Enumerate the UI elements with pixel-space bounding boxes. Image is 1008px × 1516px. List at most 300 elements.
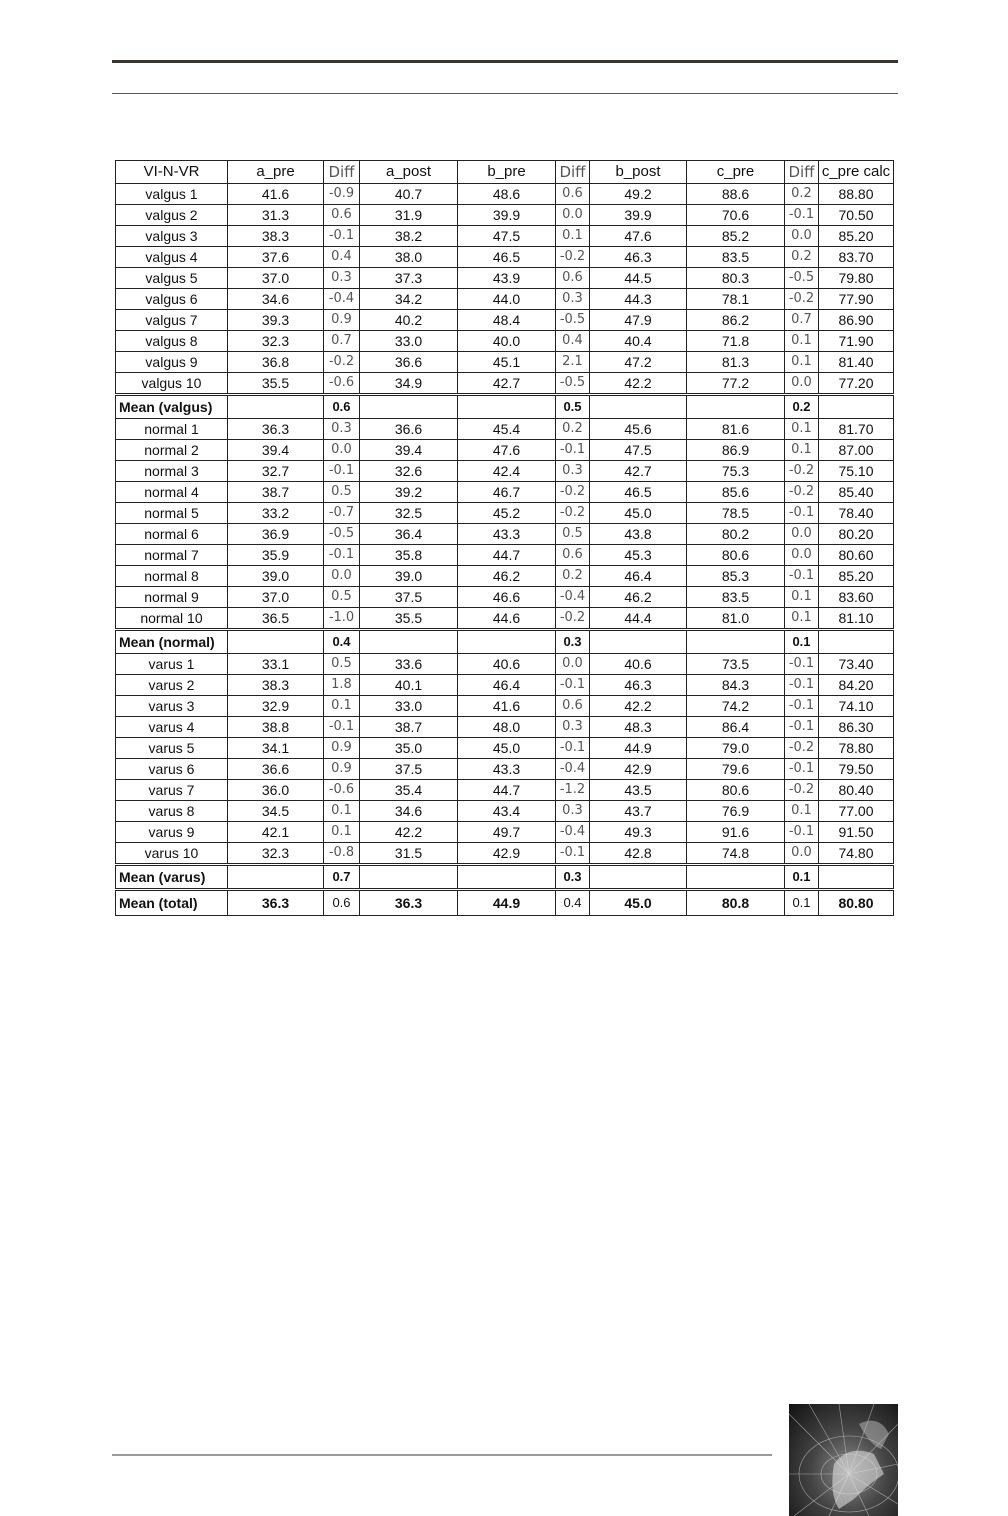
row-label: Mean (total) — [116, 890, 228, 916]
table-cell: 73.40 — [819, 654, 894, 675]
table-cell: 1.8 — [324, 675, 360, 696]
table-cell: 37.6 — [228, 247, 324, 268]
table-cell: 36.6 — [360, 352, 458, 373]
table-cell: -0.1 — [324, 226, 360, 247]
table-row — [116, 205, 894, 226]
table-cell: 40.6 — [458, 654, 556, 675]
table-cell: Diff — [556, 161, 590, 184]
table-cell: 35.8 — [360, 545, 458, 566]
table-cell: 45.0 — [590, 503, 687, 524]
table-cell: -0.5 — [785, 268, 819, 289]
table-cell: 0.1 — [785, 608, 819, 630]
table-cell: 0.3 — [556, 717, 590, 738]
table-cell — [687, 395, 785, 419]
table-row — [116, 738, 894, 759]
table-cell: 44.3 — [590, 289, 687, 310]
table-cell: 0.6 — [324, 205, 360, 226]
table-cell: 34.6 — [228, 289, 324, 310]
table-cell: 80.2 — [687, 524, 785, 545]
row-label: valgus 4 — [116, 247, 228, 268]
table-cell: 0.1 — [785, 419, 819, 440]
table-row — [116, 352, 894, 373]
table-cell: 77.00 — [819, 801, 894, 822]
row-label: valgus 2 — [116, 205, 228, 226]
table-cell: 0.5 — [324, 654, 360, 675]
table-cell: -0.1 — [556, 843, 590, 865]
table-cell: 85.2 — [687, 226, 785, 247]
table-cell: 84.20 — [819, 675, 894, 696]
row-label: valgus 8 — [116, 331, 228, 352]
table-cell: 0.5 — [556, 524, 590, 545]
row-label: normal 5 — [116, 503, 228, 524]
table-cell: 48.3 — [590, 717, 687, 738]
table-cell: -0.2 — [785, 461, 819, 482]
table-cell: -0.1 — [324, 461, 360, 482]
table-cell — [687, 865, 785, 890]
table-cell: 45.4 — [458, 419, 556, 440]
table-cell: 44.9 — [458, 890, 556, 916]
table-cell: -0.1 — [785, 822, 819, 843]
table-cell: 46.5 — [590, 482, 687, 503]
table-cell: 0.2 — [785, 184, 819, 205]
table-cell: 0.6 — [324, 395, 360, 419]
table-cell: 41.6 — [458, 696, 556, 717]
table-cell — [819, 395, 894, 419]
table-cell: 81.3 — [687, 352, 785, 373]
table-cell: 0.7 — [324, 331, 360, 352]
table-cell: 74.10 — [819, 696, 894, 717]
table-row — [116, 822, 894, 843]
table-row — [116, 440, 894, 461]
table-cell: 47.5 — [590, 440, 687, 461]
table-cell: c_pre — [687, 161, 785, 184]
table-cell: b_post — [590, 161, 687, 184]
table-cell: 75.10 — [819, 461, 894, 482]
table-cell: -0.2 — [556, 247, 590, 268]
row-label: varus 1 — [116, 654, 228, 675]
table-cell: c_pre calc — [819, 161, 894, 184]
table-cell: 40.2 — [360, 310, 458, 331]
table-cell: 32.7 — [228, 461, 324, 482]
table-cell: -0.1 — [785, 717, 819, 738]
row-label: varus 10 — [116, 843, 228, 865]
table-cell: 47.5 — [458, 226, 556, 247]
table-cell: a_post — [360, 161, 458, 184]
table-cell — [590, 395, 687, 419]
table-cell: -0.8 — [324, 843, 360, 865]
table-cell: 0.6 — [556, 184, 590, 205]
table-cell: 35.5 — [360, 608, 458, 630]
table-cell: 0.1 — [785, 630, 819, 654]
table-cell: 0.6 — [556, 696, 590, 717]
table-cell: -0.2 — [785, 289, 819, 310]
table-cell: 36.6 — [228, 759, 324, 780]
table-cell: 37.0 — [228, 268, 324, 289]
table-cell: 49.3 — [590, 822, 687, 843]
table-row — [116, 675, 894, 696]
table-cell: 0.3 — [556, 801, 590, 822]
table-cell: -0.5 — [556, 373, 590, 395]
table-cell: b_pre — [458, 161, 556, 184]
table-row — [116, 503, 894, 524]
table-cell: 0.7 — [785, 310, 819, 331]
row-label: valgus 3 — [116, 226, 228, 247]
table-cell: 47.6 — [458, 440, 556, 461]
table-cell: -0.1 — [785, 696, 819, 717]
table-cell: -0.1 — [785, 675, 819, 696]
table-cell: 46.3 — [590, 247, 687, 268]
table-cell: 44.7 — [458, 780, 556, 801]
row-label: normal 4 — [116, 482, 228, 503]
table-cell: 36.3 — [360, 890, 458, 916]
table-cell: 42.4 — [458, 461, 556, 482]
table-cell: 37.0 — [228, 587, 324, 608]
row-label: normal 10 — [116, 608, 228, 630]
table-cell: 44.9 — [590, 738, 687, 759]
table-cell: -0.6 — [324, 780, 360, 801]
table-cell: -0.2 — [785, 482, 819, 503]
table-cell: -0.1 — [324, 545, 360, 566]
table-cell: 35.0 — [360, 738, 458, 759]
table-cell: 38.3 — [228, 226, 324, 247]
table-cell: 81.6 — [687, 419, 785, 440]
table-cell: 36.6 — [360, 419, 458, 440]
table-cell: 0.0 — [556, 654, 590, 675]
table-cell: 86.30 — [819, 717, 894, 738]
table-cell: 32.3 — [228, 331, 324, 352]
table-cell: 34.9 — [360, 373, 458, 395]
journal-cover-icon — [789, 1404, 898, 1516]
table-cell: 80.80 — [819, 890, 894, 916]
table-cell: Diff — [324, 161, 360, 184]
table-cell: -0.6 — [324, 373, 360, 395]
table-cell: 39.2 — [360, 482, 458, 503]
journal-logo — [789, 1404, 898, 1516]
table-cell: 42.2 — [590, 373, 687, 395]
table-cell: 37.3 — [360, 268, 458, 289]
table-cell: 36.4 — [360, 524, 458, 545]
table-cell: 85.20 — [819, 566, 894, 587]
table-cell: 38.0 — [360, 247, 458, 268]
table-cell: 0.1 — [785, 331, 819, 352]
table-cell: 0.1 — [785, 865, 819, 890]
table-cell: 42.7 — [458, 373, 556, 395]
table-row — [116, 780, 894, 801]
table-cell: 46.2 — [458, 566, 556, 587]
table-cell: 74.80 — [819, 843, 894, 865]
table-cell: 43.8 — [590, 524, 687, 545]
table-cell: 73.5 — [687, 654, 785, 675]
table-cell: 91.6 — [687, 822, 785, 843]
table-cell: 46.7 — [458, 482, 556, 503]
table-cell: 40.1 — [360, 675, 458, 696]
table-cell: 45.1 — [458, 352, 556, 373]
row-label: normal 2 — [116, 440, 228, 461]
data-table-container — [115, 160, 893, 916]
table-cell: 0.6 — [324, 890, 360, 916]
table-cell: 36.3 — [228, 419, 324, 440]
table-cell: 0.1 — [785, 352, 819, 373]
table-cell: 39.4 — [228, 440, 324, 461]
table-cell: 83.60 — [819, 587, 894, 608]
group-mean-row — [116, 395, 894, 419]
table-cell: 44.7 — [458, 545, 556, 566]
table-cell: 75.3 — [687, 461, 785, 482]
table-cell: 36.3 — [228, 890, 324, 916]
table-cell: 45.0 — [458, 738, 556, 759]
table-cell: 31.3 — [228, 205, 324, 226]
table-cell: -0.5 — [324, 524, 360, 545]
table-cell: 71.90 — [819, 331, 894, 352]
table-cell: 46.4 — [458, 675, 556, 696]
table-cell: 43.4 — [458, 801, 556, 822]
table-cell: 0.5 — [324, 482, 360, 503]
table-cell: 0.5 — [556, 395, 590, 419]
table-cell: 0.0 — [785, 843, 819, 865]
table-cell: 39.4 — [360, 440, 458, 461]
table-cell: 0.1 — [324, 696, 360, 717]
table-cell: 80.20 — [819, 524, 894, 545]
table-cell: 76.9 — [687, 801, 785, 822]
table-row — [116, 759, 894, 780]
table-cell: 43.5 — [590, 780, 687, 801]
table-cell: 0.1 — [785, 890, 819, 916]
table-cell: 40.6 — [590, 654, 687, 675]
table-cell: 46.6 — [458, 587, 556, 608]
table-cell: 47.6 — [590, 226, 687, 247]
row-label: varus 4 — [116, 717, 228, 738]
table-cell: 80.8 — [687, 890, 785, 916]
table-cell: 0.7 — [324, 865, 360, 890]
table-cell: Diff — [785, 161, 819, 184]
table-cell: 37.5 — [360, 759, 458, 780]
table-cell: 47.2 — [590, 352, 687, 373]
table-row — [116, 289, 894, 310]
table-cell: 81.40 — [819, 352, 894, 373]
table-row — [116, 566, 894, 587]
table-cell: 70.50 — [819, 205, 894, 226]
table-cell: 33.0 — [360, 696, 458, 717]
row-label: normal 1 — [116, 419, 228, 440]
table-cell: 34.2 — [360, 289, 458, 310]
table-cell: 0.3 — [556, 461, 590, 482]
table-cell: -0.1 — [556, 440, 590, 461]
table-cell: 0.4 — [324, 630, 360, 654]
table-cell: -0.2 — [556, 503, 590, 524]
table-cell: -0.2 — [785, 738, 819, 759]
table-cell: 43.9 — [458, 268, 556, 289]
table-row — [116, 608, 894, 630]
table-row — [116, 419, 894, 440]
table-row — [116, 545, 894, 566]
table-cell: 31.5 — [360, 843, 458, 865]
table-cell: -0.4 — [556, 759, 590, 780]
row-label: normal 8 — [116, 566, 228, 587]
table-cell: -0.1 — [324, 717, 360, 738]
table-cell: 32.6 — [360, 461, 458, 482]
row-label: valgus 5 — [116, 268, 228, 289]
table-row — [116, 373, 894, 395]
row-label: normal 7 — [116, 545, 228, 566]
row-label: varus 7 — [116, 780, 228, 801]
table-cell: 0.2 — [785, 395, 819, 419]
table-row — [116, 524, 894, 545]
table-cell: 38.2 — [360, 226, 458, 247]
table-cell: 86.2 — [687, 310, 785, 331]
row-label: VI-N-VR — [116, 161, 228, 184]
table-cell: -0.2 — [556, 608, 590, 630]
table-cell — [458, 395, 556, 419]
row-label: valgus 6 — [116, 289, 228, 310]
table-row — [116, 801, 894, 822]
table-cell: 86.9 — [687, 440, 785, 461]
table-cell: 44.0 — [458, 289, 556, 310]
table-row — [116, 843, 894, 865]
row-label: valgus 9 — [116, 352, 228, 373]
table-cell: 38.3 — [228, 675, 324, 696]
table-cell: 78.40 — [819, 503, 894, 524]
table-cell: 79.50 — [819, 759, 894, 780]
table-cell: 86.4 — [687, 717, 785, 738]
table-cell: 0.3 — [556, 865, 590, 890]
table-cell: 46.4 — [590, 566, 687, 587]
table-cell: 40.0 — [458, 331, 556, 352]
table-cell: 74.8 — [687, 843, 785, 865]
table-cell: 70.6 — [687, 205, 785, 226]
table-cell: 42.1 — [228, 822, 324, 843]
table-cell: 36.0 — [228, 780, 324, 801]
table-cell: -1.2 — [556, 780, 590, 801]
table-cell: 39.0 — [360, 566, 458, 587]
table-cell: 42.9 — [590, 759, 687, 780]
table-cell: 44.6 — [458, 608, 556, 630]
table-cell: 46.5 — [458, 247, 556, 268]
table-cell: -0.2 — [556, 482, 590, 503]
table-cell: -0.1 — [556, 675, 590, 696]
table-cell: 85.20 — [819, 226, 894, 247]
table-cell: 85.6 — [687, 482, 785, 503]
table-cell: 45.6 — [590, 419, 687, 440]
table-cell: 0.1 — [324, 801, 360, 822]
table-cell: -1.0 — [324, 608, 360, 630]
table-cell: 80.6 — [687, 545, 785, 566]
table-row — [116, 717, 894, 738]
table-cell: 80.6 — [687, 780, 785, 801]
table-cell: 43.7 — [590, 801, 687, 822]
group-mean-row — [116, 865, 894, 890]
table-cell: 80.40 — [819, 780, 894, 801]
table-cell: 35.4 — [360, 780, 458, 801]
table-row — [116, 696, 894, 717]
row-label: normal 3 — [116, 461, 228, 482]
table-cell: 43.3 — [458, 524, 556, 545]
table-cell: -0.5 — [556, 310, 590, 331]
table-cell — [360, 395, 458, 419]
table-row — [116, 461, 894, 482]
table-cell: -0.2 — [324, 352, 360, 373]
table-cell: 84.3 — [687, 675, 785, 696]
row-label: valgus 7 — [116, 310, 228, 331]
table-cell: 39.9 — [590, 205, 687, 226]
table-cell: 31.9 — [360, 205, 458, 226]
table-cell: 0.0 — [785, 226, 819, 247]
table-cell: 79.80 — [819, 268, 894, 289]
table-cell: 48.4 — [458, 310, 556, 331]
table-cell: 44.4 — [590, 608, 687, 630]
row-label: Mean (varus) — [116, 865, 228, 890]
footer-rule — [112, 1454, 772, 1456]
table-header-row — [116, 161, 894, 184]
table-cell — [360, 865, 458, 890]
header-rule — [112, 60, 898, 63]
table-cell: 78.1 — [687, 289, 785, 310]
table-cell: 0.3 — [324, 268, 360, 289]
table-cell: 0.3 — [556, 630, 590, 654]
table-cell: 88.6 — [687, 184, 785, 205]
table-cell: 0.9 — [324, 310, 360, 331]
table-cell: a_pre — [228, 161, 324, 184]
table-cell: 0.0 — [324, 566, 360, 587]
table-cell: 46.2 — [590, 587, 687, 608]
table-cell: 78.5 — [687, 503, 785, 524]
table-cell: 40.7 — [360, 184, 458, 205]
table-row — [116, 310, 894, 331]
table-cell: 0.0 — [785, 524, 819, 545]
table-cell: 2.1 — [556, 352, 590, 373]
table-cell: -0.1 — [785, 566, 819, 587]
measurement-table — [115, 160, 894, 916]
table-cell — [458, 865, 556, 890]
table-cell: 38.8 — [228, 717, 324, 738]
table-cell: 40.4 — [590, 331, 687, 352]
table-cell: 44.5 — [590, 268, 687, 289]
table-cell: 39.9 — [458, 205, 556, 226]
table-cell: 39.3 — [228, 310, 324, 331]
table-row — [116, 184, 894, 205]
table-cell: 78.80 — [819, 738, 894, 759]
table-cell: 42.2 — [360, 822, 458, 843]
header-subrule — [112, 93, 898, 94]
table-cell: 77.2 — [687, 373, 785, 395]
table-cell: 39.0 — [228, 566, 324, 587]
table-cell: 0.2 — [785, 247, 819, 268]
table-cell: -0.4 — [324, 289, 360, 310]
table-cell: 0.3 — [324, 419, 360, 440]
row-label: valgus 1 — [116, 184, 228, 205]
table-cell: 0.9 — [324, 759, 360, 780]
table-row — [116, 247, 894, 268]
table-cell — [590, 865, 687, 890]
table-cell: 79.6 — [687, 759, 785, 780]
table-cell: 34.6 — [360, 801, 458, 822]
table-cell: 33.0 — [360, 331, 458, 352]
table-cell: 45.2 — [458, 503, 556, 524]
table-cell: 38.7 — [360, 717, 458, 738]
table-cell: 35.5 — [228, 373, 324, 395]
table-cell: 49.2 — [590, 184, 687, 205]
table-cell: -0.9 — [324, 184, 360, 205]
table-cell: 0.5 — [324, 587, 360, 608]
table-row — [116, 268, 894, 289]
table-cell — [228, 865, 324, 890]
table-cell: 42.7 — [590, 461, 687, 482]
table-cell: 0.1 — [785, 801, 819, 822]
table-cell: 0.3 — [556, 289, 590, 310]
table-cell: 47.9 — [590, 310, 687, 331]
table-cell: 45.3 — [590, 545, 687, 566]
table-cell: 0.0 — [556, 205, 590, 226]
table-cell: 0.9 — [324, 738, 360, 759]
